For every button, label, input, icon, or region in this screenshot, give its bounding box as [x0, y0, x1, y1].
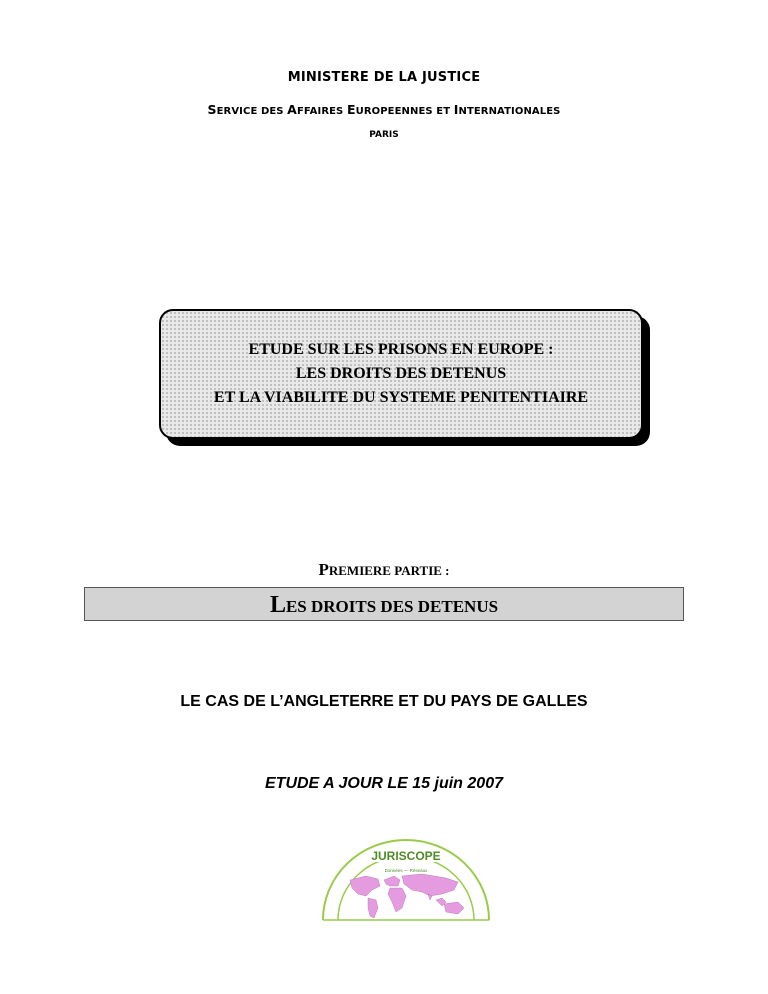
case-heading: LE CAS DE L’ANGLETERRE ET DU PAYS DE GALLES [180, 693, 588, 710]
part-title-rest: ES DROITS DES DETENUS [285, 597, 499, 616]
part-label [0, 560, 768, 580]
study-title-line-3: ET LA VIABILITE DU SYSTEME PENITENTIAIRE [213, 389, 589, 406]
study-title-line-1: ETUDE SUR LES PRISONS EN EUROPE : [248, 341, 554, 358]
update-date: ETUDE A JOUR LE 15 juin 2007 [265, 775, 503, 792]
juriscope-logo-graphic [318, 836, 494, 922]
service-word-3-cap: E [346, 102, 356, 117]
logo-name: JURISCOPE [371, 849, 441, 863]
ministry-title: MINISTERE DE LA JUSTICE [287, 70, 481, 85]
service-word-3-rest: UROPEENNES ET [355, 106, 454, 117]
service-word-4-rest: NTERNATIONALES [458, 106, 561, 117]
service-word-2-cap: A [287, 102, 297, 117]
study-title-line-2: LES DROITS DES DETENUS [295, 365, 507, 382]
world-map-continents [350, 874, 464, 918]
service-word-2-rest: FFAIRES [296, 106, 347, 117]
part-title-bar [84, 587, 684, 621]
service-word-1-cap: S [207, 102, 217, 117]
juriscope-logo [318, 836, 494, 922]
part-label-cap: P [318, 560, 329, 579]
part-title-cap: L [269, 592, 286, 618]
city: PARIS [369, 130, 399, 140]
service-name [0, 102, 768, 117]
service-word-1-rest: ERVICE DES [216, 106, 288, 117]
service-word-4-cap: I [453, 102, 459, 117]
logo-tagline: Données — Réseaux [384, 868, 428, 873]
part-label-rest: REMIERE PARTIE : [328, 563, 450, 578]
study-title-box [159, 309, 643, 439]
